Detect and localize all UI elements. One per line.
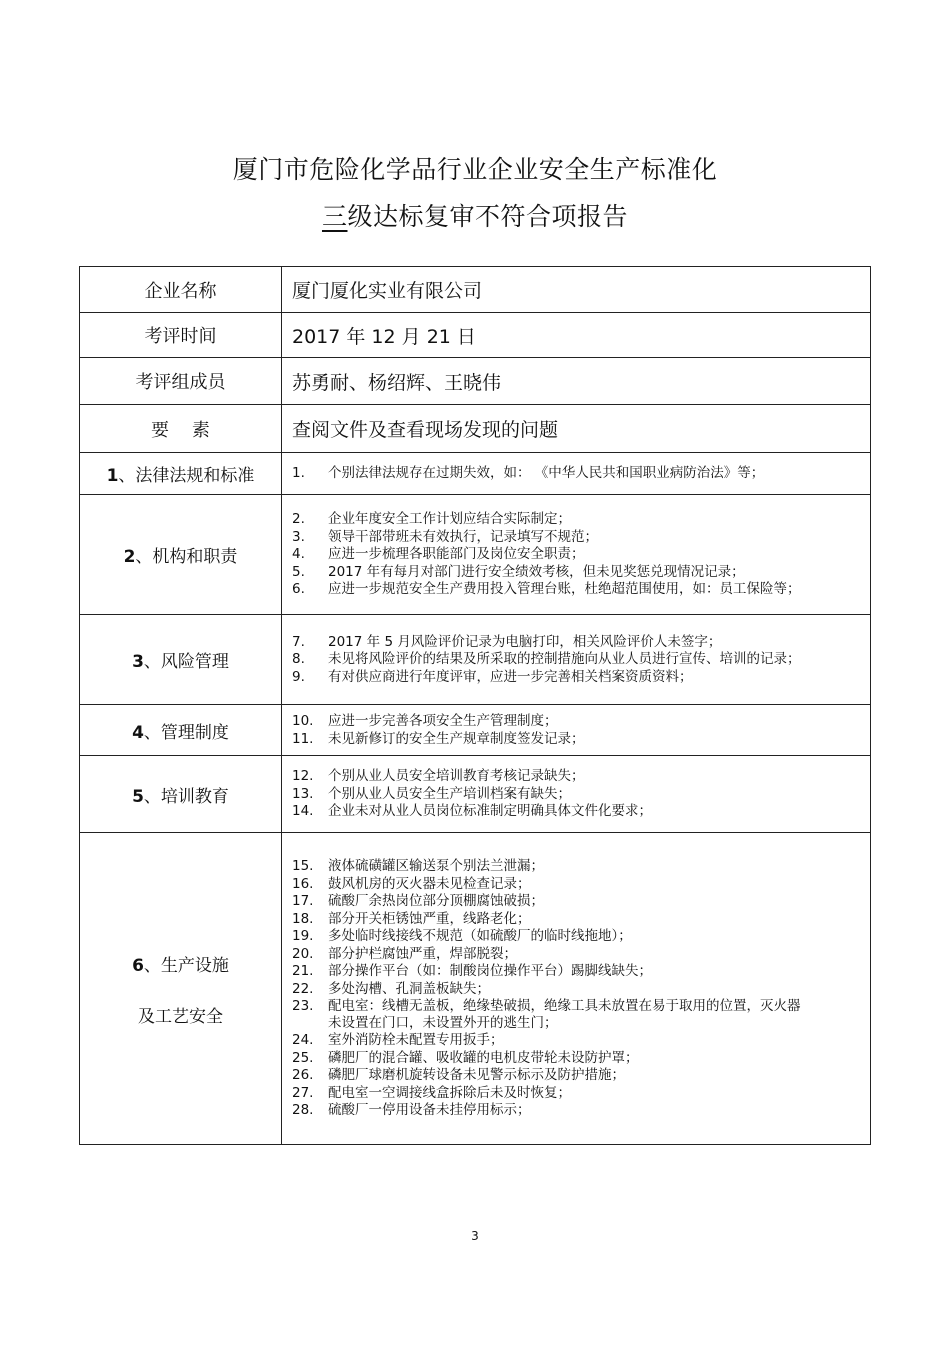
finding-number: 16.: [292, 875, 314, 892]
finding-number: 20.: [292, 945, 314, 962]
section-row: [80, 453, 871, 495]
finding-number: 7.: [292, 633, 305, 650]
finding-number: 11.: [292, 730, 314, 747]
section-title-text: 、生产设施: [143, 955, 229, 976]
finding-text: 应进一步规范安全生产费用投入管理台账，杜绝超范围使用，如：员工保险等；: [328, 581, 801, 598]
finding-text: 未见新修订的安全生产规章制度签发记录；: [328, 730, 585, 747]
finding-number: 15.: [292, 858, 314, 875]
section-findings: [282, 453, 871, 495]
finding-number: 12.: [292, 768, 314, 785]
section-title: [80, 461, 281, 486]
section-number: 6: [132, 955, 144, 976]
section-title-line2: 及工艺安全: [138, 1006, 223, 1027]
finding-text: 个别从业人员安全生产培训档案有缺失；: [328, 785, 571, 802]
finding-number: 24.: [292, 1032, 314, 1049]
section-label: [80, 615, 282, 705]
finding-text: 2017 年 5 月风险评价记录为电脑打印，相关风险评价人未签字；: [328, 633, 722, 650]
finding-text: 鼓风机房的灭火器未见检查记录；: [328, 875, 531, 892]
document-title-line2: [0, 197, 950, 233]
finding-item: [292, 981, 870, 998]
section-title: [80, 647, 281, 672]
company-name-value: 厦门厦化实业有限公司: [282, 267, 871, 313]
info-row-members: [80, 358, 871, 405]
section-label: [80, 495, 282, 615]
finding-number: 10.: [292, 713, 314, 729]
finding-number: 6.: [292, 581, 305, 598]
finding-item: [292, 786, 870, 803]
finding-text: 企业年度安全工作计划应结合实际制定；: [328, 511, 571, 528]
finding-text: 室外消防栓未配置专用扳手；: [328, 1032, 504, 1049]
finding-number: 9.: [292, 668, 305, 685]
finding-number: 21.: [292, 963, 314, 980]
finding-item: [292, 651, 870, 668]
section-number: 3: [132, 652, 144, 672]
finding-text: 应进一步完善各项安全生产管理制度；: [328, 713, 558, 729]
finding-text: 应进一步梳理各职能部门及岗位安全职责；: [328, 546, 585, 563]
finding-text: 企业未对从业人员岗位标准制定明确具体文件化要求；: [328, 803, 652, 820]
finding-item: [292, 713, 870, 730]
review-team-label: 考评组成员: [80, 358, 282, 405]
finding-item: [292, 669, 870, 686]
document-title-line1: 厦门市危险化学品行业企业安全生产标准化: [232, 155, 718, 184]
section-row: [80, 705, 871, 756]
finding-item: [292, 768, 870, 785]
finding-number: 23.: [292, 998, 314, 1015]
finding-number: 17.: [292, 893, 314, 910]
finding-item: [292, 893, 870, 910]
section-number: 4: [132, 722, 144, 743]
findings-header-label: 查阅文件及查看现场发现的问题: [282, 405, 871, 453]
element-header-label: 要 素: [80, 405, 282, 453]
finding-number: 22.: [292, 980, 314, 997]
finding-item: [292, 928, 870, 945]
finding-text: 硫酸厂一停用设备未挂停用标示；: [328, 1102, 531, 1119]
section-label: [80, 453, 282, 495]
finding-item: [292, 529, 870, 546]
finding-item: [292, 1032, 870, 1049]
finding-text: 配电室：线槽无盖板，绝缘垫破损，绝缘工具未放置在易于取用的位置，灭火器未设置在门口，未设置外开的逃生门；: [328, 998, 801, 1031]
section-title: [80, 782, 281, 807]
section-number: 1: [106, 466, 119, 486]
finding-text: 配电室一空调接线盒拆除后未及时恢复；: [328, 1084, 571, 1101]
finding-text: 有对供应商进行年度评审，应进一步完善相关档案资质资料；: [328, 668, 693, 685]
finding-number: 28.: [292, 1102, 314, 1119]
finding-item: [292, 1085, 870, 1102]
finding-item: [292, 963, 870, 980]
section-title: [80, 951, 281, 976]
finding-number: 18.: [292, 910, 314, 927]
finding-item: [292, 876, 870, 893]
finding-item: [292, 803, 870, 820]
finding-item: [292, 546, 870, 563]
finding-item: [292, 731, 870, 748]
finding-number: 14.: [292, 803, 314, 820]
nonconformity-report-table: [79, 266, 871, 1145]
section-row: [80, 615, 871, 705]
title-level-underlined: 三: [321, 202, 348, 231]
finding-number: 2.: [292, 511, 305, 528]
finding-text: 部分护栏腐蚀严重，焊部脱裂；: [328, 945, 517, 962]
finding-text: 磷肥厂球磨机旋转设备未见警示标示及防护措施；: [328, 1067, 625, 1084]
section-row: [80, 495, 871, 615]
review-date-label: 考评时间: [80, 313, 282, 358]
section-findings: [282, 615, 871, 705]
finding-number: 1.: [292, 465, 305, 482]
section-number: 2: [123, 547, 136, 567]
section-title: [80, 718, 281, 743]
section-title-text: 、管理制度: [143, 722, 229, 743]
finding-item: [292, 911, 870, 928]
finding-text: 未见将风险评价的结果及所采取的控制措施向从业人员进行宣传、培训的记录；: [328, 651, 801, 668]
finding-item: [292, 511, 870, 528]
page-number: 3: [471, 1229, 479, 1243]
finding-item: [292, 998, 870, 1031]
section-row: [80, 756, 871, 833]
title-line2-rest: 级达标复审不符合项报告: [347, 202, 629, 231]
review-date-value: 2017 年 12 月 21 日: [282, 313, 871, 358]
finding-item: [292, 1067, 870, 1084]
finding-number: 19.: [292, 928, 314, 945]
finding-number: 4.: [292, 546, 305, 563]
section-findings: [282, 705, 871, 756]
section-title-text: 、机构和职责: [135, 547, 238, 567]
finding-item: [292, 1050, 870, 1067]
finding-item: [292, 564, 870, 581]
section-findings: [282, 756, 871, 833]
finding-item: [292, 858, 870, 875]
section-findings: [282, 495, 871, 615]
section-label: [80, 705, 282, 756]
finding-item: [292, 946, 870, 963]
section-title: [80, 542, 281, 567]
finding-text: 硫酸厂余热岗位部分顶棚腐蚀破损；: [328, 893, 544, 910]
finding-item: [292, 465, 870, 482]
section-title-text: 、风险管理: [143, 652, 229, 672]
finding-text: 领导干部带班未有效执行，记录填写不规范；: [328, 528, 598, 545]
section-label: [80, 756, 282, 833]
finding-text: 个别从业人员安全培训教育考核记录缺失；: [328, 768, 585, 785]
section-title-text: 、培训教育: [143, 786, 229, 807]
finding-item: [292, 634, 870, 651]
finding-number: 27.: [292, 1084, 314, 1101]
finding-number: 5.: [292, 563, 305, 580]
finding-number: 3.: [292, 528, 305, 545]
finding-number: 25.: [292, 1049, 314, 1066]
finding-number: 26.: [292, 1067, 314, 1084]
finding-text: 液体硫磺罐区输送泵个别法兰泄漏；: [328, 858, 544, 875]
section-label: [80, 833, 282, 1145]
section-title-text: 、法律法规和标准: [118, 466, 255, 486]
finding-item: [292, 1102, 870, 1119]
finding-text: 磷肥厂的混合罐、吸收罐的电机皮带轮未设防护罩；: [328, 1049, 639, 1066]
company-name-label: 企业名称: [80, 267, 282, 313]
finding-text: 多处沟槽、孔洞盖板缺失；: [328, 980, 490, 997]
info-row-company: [80, 267, 871, 313]
finding-item: [292, 581, 870, 598]
finding-text: 多处临时线接线不规范（如硫酸厂的临时线拖地）；: [328, 928, 632, 945]
finding-text: 部分开关柜锈蚀严重，线路老化；: [328, 910, 531, 927]
finding-number: 13.: [292, 785, 314, 802]
section-number: 5: [132, 786, 144, 807]
section-findings: [282, 833, 871, 1145]
info-row-date: [80, 313, 871, 358]
finding-text: 个别法律法规存在过期失效，如： 《中华人民共和国职业病防治法》等；: [328, 465, 765, 482]
section-row: [80, 833, 871, 1145]
finding-number: 8.: [292, 651, 305, 668]
info-row-header: [80, 405, 871, 453]
review-team-value: 苏勇耐、杨绍辉、王晓伟: [282, 358, 871, 405]
finding-text: 2017 年有每月对部门进行安全绩效考核，但未见奖惩兑现情况记录；: [328, 563, 745, 580]
finding-text: 部分操作平台（如：制酸岗位操作平台）踢脚线缺失；: [328, 963, 652, 980]
